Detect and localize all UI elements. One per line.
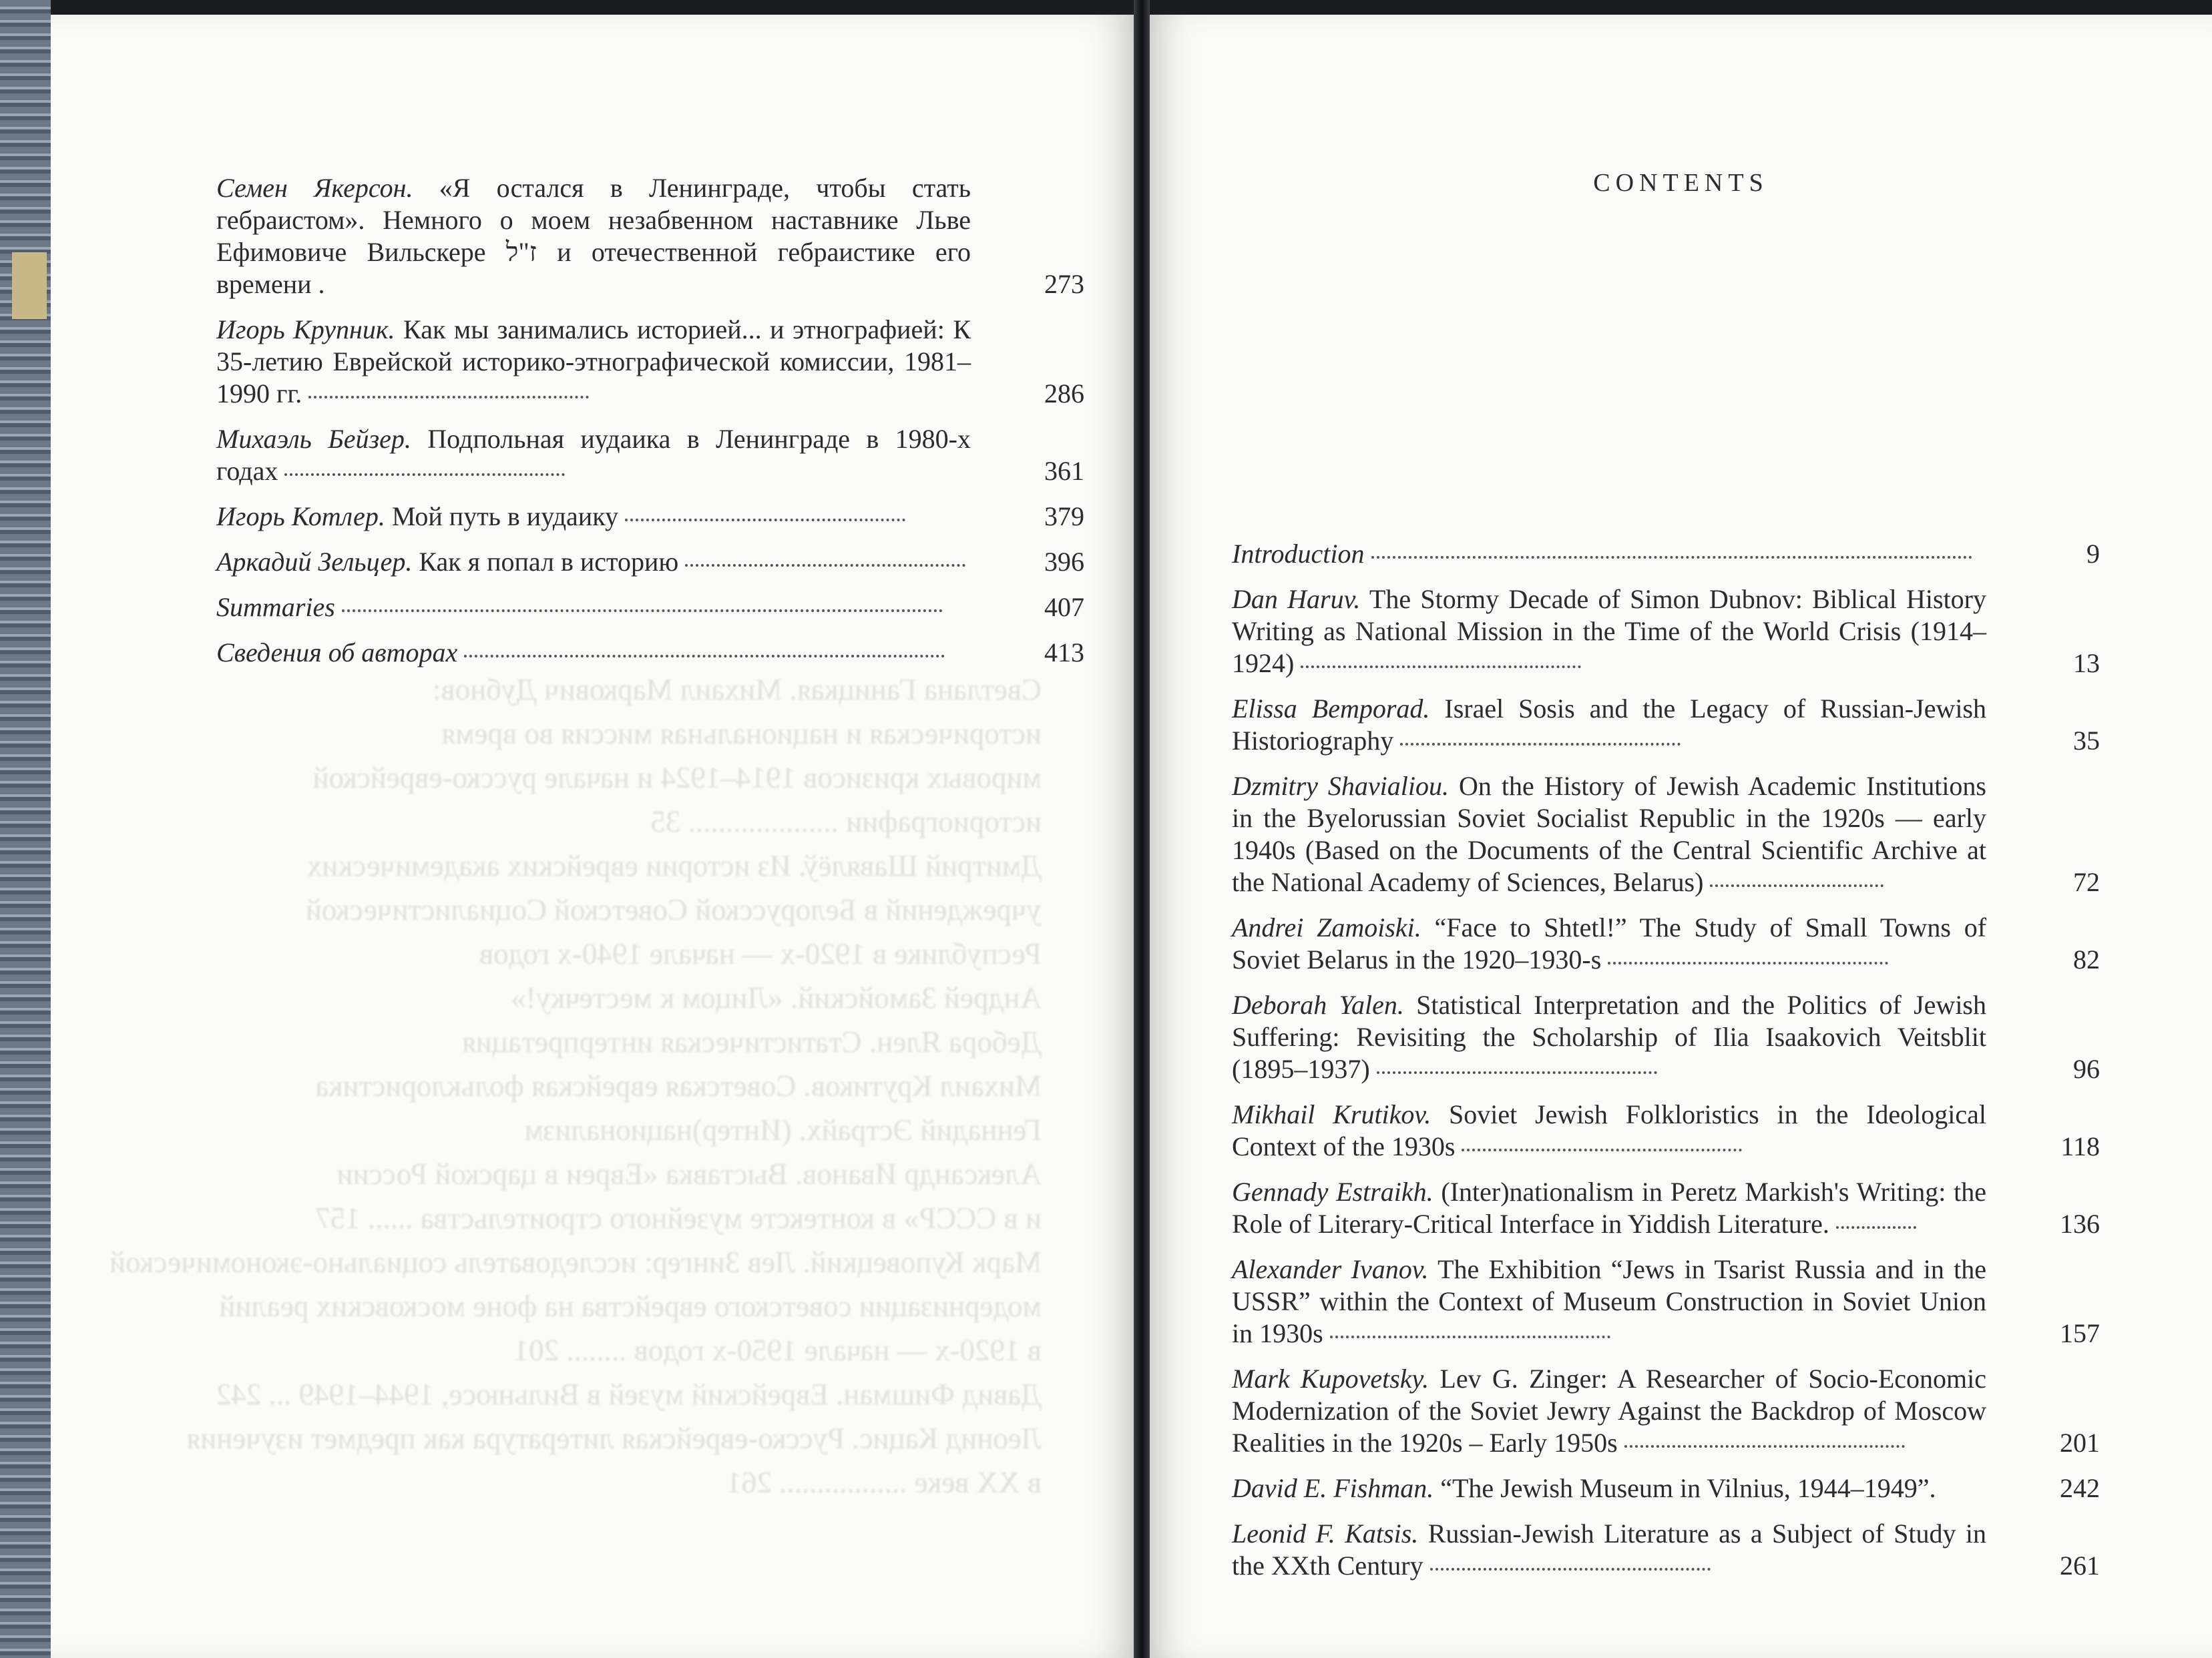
toc-page-number: 286 — [1044, 378, 1084, 408]
bleed-line: историческая и национальная миссия во время — [441, 717, 1042, 750]
toc-page-number: 273 — [1044, 269, 1084, 299]
bleed-line: Дебора Ялен. Статистическая интерпретация — [462, 1025, 1042, 1059]
toc-author: Игорь Котлер. — [216, 501, 385, 531]
toc-page-number: 136 — [2060, 1209, 2100, 1239]
toc-author: Семен Якерсон. — [216, 173, 413, 203]
leader-dots — [1836, 1226, 1916, 1229]
leader-dots — [1430, 1568, 1711, 1571]
bleed-line: историографии .................... 35 — [650, 805, 1042, 838]
toc-title: The Exhibition “Jews in Tsarist Russia and in the USSR” within the Context of Museum Construction in Soviet Union in 1930s — [1232, 1254, 1987, 1348]
toc-entry — [1232, 538, 2100, 570]
bleed-line: учреждений в Белорусской Советской Социалистической — [305, 893, 1042, 926]
toc-page-number: 118 — [2060, 1131, 2100, 1161]
toc-author: Alexander Ivanov. — [1232, 1254, 1429, 1284]
toc-entry — [1232, 1518, 2100, 1582]
toc-entry — [1232, 989, 2100, 1085]
leader-dots — [625, 519, 905, 521]
toc-entry — [1232, 1363, 2100, 1459]
toc-entry — [1232, 1099, 2100, 1163]
toc-entry — [216, 423, 1084, 487]
toc-page-number: 361 — [1044, 456, 1084, 486]
toc-author: Leonid F. Katsis. — [1232, 1518, 1419, 1549]
toc-page-number: 413 — [1044, 637, 1084, 667]
leader-dots — [308, 396, 589, 398]
bleed-line: Светлана Ганицкая. Михаил Маркович Дубнов: — [432, 673, 1042, 706]
toc-entry — [1232, 1176, 2100, 1240]
toc-author: Dan Haruv. — [1232, 584, 1361, 614]
toc-author: David E. Fishman. — [1232, 1473, 1434, 1503]
toc-entry — [216, 546, 1084, 578]
bleed-line: Александр Иванов. Выставка «Евреи в царской России — [337, 1157, 1042, 1191]
book-spine-edge — [0, 0, 51, 1658]
toc-page-number: 9 — [2086, 539, 2100, 569]
toc-title: (Inter)nationalism in Peretz Markish's Writing: the Role of Literary-Critical Interface in Yiddish Literature. — [1232, 1177, 1986, 1239]
leader-dots — [1710, 884, 1884, 887]
leader-dots — [1462, 1149, 1742, 1151]
toc-author: Сведения об авторах — [216, 637, 458, 667]
toc-entry — [216, 591, 1084, 623]
bleed-line: в XX веке ................. 261 — [726, 1466, 1042, 1499]
toc-title: Как я попал в историю — [419, 547, 679, 577]
toc-author: Introduction — [1232, 539, 1365, 569]
toc-author: Mikhail Krutikov. — [1232, 1099, 1431, 1129]
toc-author: Аркадий Зельцер. — [216, 547, 413, 577]
toc-title: “The Jewish Museum in Vilnius, 1944–1949”. — [1440, 1473, 1936, 1503]
toc-page-number: 157 — [2060, 1318, 2100, 1348]
toc-author: Elissa Bemporad. — [1232, 694, 1430, 724]
toc-entry — [1232, 583, 2100, 679]
leader-dots — [464, 655, 945, 657]
toc-entry — [216, 314, 1084, 410]
toc-page-number: 201 — [2060, 1428, 2100, 1458]
spine-tab — [12, 252, 47, 319]
toc-author: Gennady Estraikh. — [1232, 1177, 1433, 1207]
leader-dots — [1608, 962, 1888, 964]
toc-title: Lev G. Zinger: A Researcher of Socio-Economic Modernization of the Soviet Jewry Against the Backdrop of Moscow Realities in the 1920s – Early 1950s — [1232, 1364, 1987, 1458]
leader-dots — [685, 564, 965, 567]
toc-title: Подпольная иудаика в Ленинграде в 1980-х годах — [216, 424, 971, 486]
contents-heading: CONTENTS — [1593, 169, 1769, 197]
toc-title: Statistical Interpretation and the Politics of Jewish Suffering: Revisiting the Scholarship of Ilia Isaakovich Veitsblit (1895–1937) — [1232, 990, 1986, 1084]
toc-page-number: 379 — [1044, 501, 1084, 531]
toc-author: Михаэль Бейзер. — [216, 424, 411, 454]
toc-page-number: 82 — [2073, 944, 2100, 975]
bleed-line: Андрей Замойский. «Лицом к местечку!» — [511, 981, 1042, 1015]
toc-entry — [1232, 1472, 2100, 1504]
bleed-line: и в СССР» в контексте музейного строительства ...... 157 — [315, 1201, 1042, 1235]
bleed-line: Геннадий Эстрайх. (Интер)национализм — [524, 1113, 1042, 1147]
toc-page-number: 13 — [2073, 648, 2100, 678]
toc-title: Soviet Jewish Folkloristics in the Ideological Context of the 1930s — [1232, 1099, 1986, 1161]
toc-author: Mark Kupovetsky. — [1232, 1364, 1429, 1394]
toc-title: «Я остался в Ленинграде, чтобы стать гебраистом». Немного о моем незабвенном наставнике Льве Ефимовиче Вильскере ז"ל и отечественной гебраистике его времени . — [216, 173, 971, 299]
toc-author: Dzmitry Shavialiou. — [1232, 771, 1449, 801]
toc-author: Andrei Zamoiski. — [1232, 912, 1421, 942]
toc-title: Russian-Jewish Literature as a Subject of Study in the XXth Century — [1232, 1518, 1986, 1581]
bleed-line: Дмитрий Шавялёў. Из истории еврейских академических — [306, 849, 1042, 882]
book-gutter — [1134, 0, 1150, 1658]
leader-dots — [284, 473, 565, 476]
toc-author: Deborah Yalen. — [1232, 990, 1404, 1020]
toc-title: On the History of Jewish Academic Institutions in the Byelorussian Soviet Socialist Republic in the 1920s — early 1940s (Based on the Documents of the Central Scientific Archive at the National Academy of Sciences, Belarus) — [1232, 771, 1986, 897]
toc-entry — [1232, 912, 2100, 976]
leader-dots — [1330, 1336, 1610, 1338]
toc-page-number: 242 — [2060, 1473, 2100, 1503]
toc-left-column — [216, 172, 1084, 682]
toc-entry — [1232, 770, 2100, 898]
toc-entry — [216, 637, 1084, 669]
toc-entry — [1232, 1254, 2100, 1350]
toc-entry — [216, 501, 1084, 533]
bleed-line: Михаил Крутиков. Советская еврейская фольклористика — [315, 1069, 1042, 1103]
bleed-line: Давид Фишман. Еврейский музей в Вильнюсе, 1944–1949 ... 242 — [216, 1378, 1042, 1411]
bleed-through-text — [107, 667, 1042, 1622]
bleed-line: модернизации советского еврейства на фоне московских реалий — [219, 1290, 1042, 1323]
toc-title: “Face to Shtetl!” The Study of Small Towns of Soviet Belarus in the 1920–1930-s — [1232, 912, 1987, 975]
bleed-line: в 1920-х — начале 1950-х годов ........ 201 — [513, 1334, 1042, 1367]
toc-author: Игорь Крупник. — [216, 314, 395, 344]
leader-dots — [1301, 665, 1581, 668]
toc-right-column — [1232, 538, 2100, 1595]
toc-title: Israel Sosis and the Legacy of Russian-Jewish Historiography — [1232, 694, 1987, 756]
toc-title: Мой путь в иудаику — [391, 501, 619, 531]
toc-entry — [1232, 693, 2100, 757]
bleed-line: мировых кризисов 1914–1924 и начале русско-еврейской — [312, 761, 1042, 794]
bleed-line: Республике в 1920-х — начале 1940-х годов — [479, 937, 1042, 971]
bleed-line: Леонид Кацис. Русско-еврейская литература как предмет изучения — [186, 1422, 1042, 1455]
toc-page-number: 96 — [2073, 1054, 2100, 1084]
toc-page-number: 396 — [1044, 547, 1084, 577]
toc-page-number: 261 — [2060, 1551, 2100, 1581]
leader-dots — [1624, 1445, 1905, 1448]
toc-page-number: 407 — [1044, 592, 1084, 622]
leader-dots — [1400, 743, 1681, 746]
leader-dots — [342, 609, 943, 612]
bleed-line: Марк Куповецкий. Лев Зингер: исследователь социально-экономической — [109, 1246, 1042, 1279]
toc-title: Как мы занимались историей... и этнографией: К 35-летию Еврейской историко-этнографической комиссии, 1981–1990 гг. — [216, 314, 971, 408]
leader-dots — [1371, 556, 1972, 559]
leader-dots — [1377, 1071, 1657, 1074]
toc-author: Summaries — [216, 592, 335, 622]
toc-entry — [216, 172, 1084, 300]
toc-page-number: 72 — [2073, 867, 2100, 897]
toc-title: The Stormy Decade of Simon Dubnov: Biblical History Writing as National Mission in the Time of the World Crisis (1914–1924) — [1232, 584, 1987, 678]
toc-page-number: 35 — [2073, 726, 2100, 756]
